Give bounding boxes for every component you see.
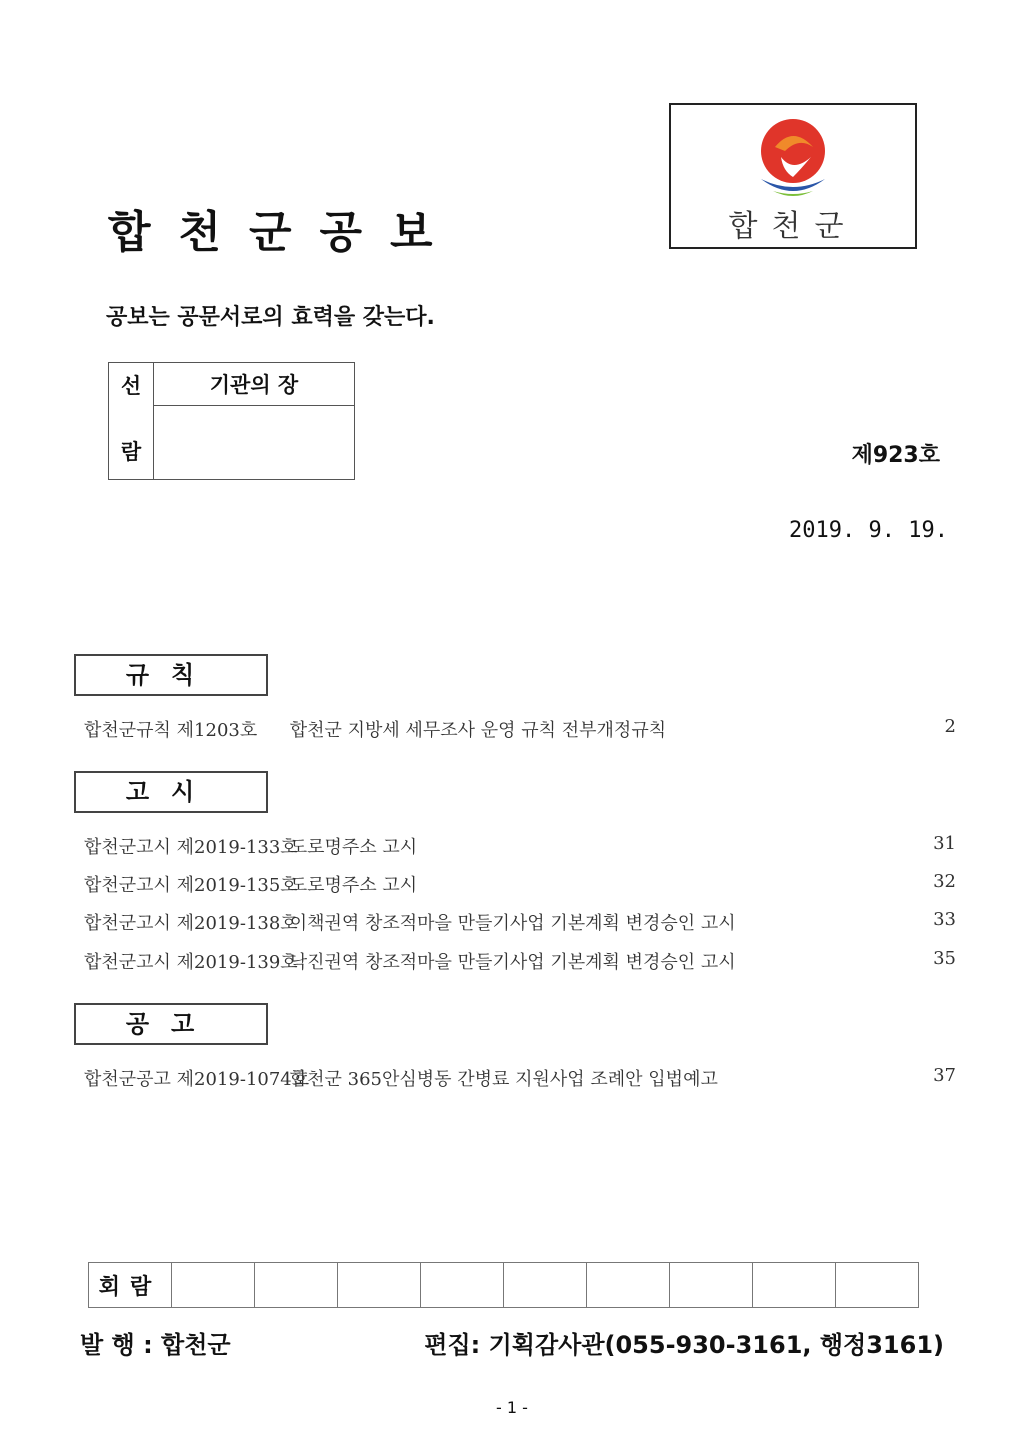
section-heading-announcements: 공고 — [74, 1003, 268, 1045]
toc-entry[interactable] — [84, 871, 956, 897]
logo-text: 합천군 — [728, 209, 858, 244]
issue-date: 2019. 9. 19. — [789, 518, 948, 543]
circulation-cell — [255, 1263, 338, 1308]
entry-title: 도로명주소 고시 — [289, 837, 418, 858]
entry-number: 합천군고시 제2019-138호 — [84, 913, 298, 934]
review-label-top: 선 — [120, 374, 142, 398]
toc-entry[interactable] — [84, 909, 956, 935]
entry-page: 33 — [933, 909, 956, 930]
circulation-cell — [670, 1263, 753, 1308]
toc-entry[interactable] — [84, 948, 956, 974]
toc-entry[interactable] — [84, 1065, 956, 1091]
circulation-cell — [836, 1263, 919, 1308]
circulation-cell — [504, 1263, 587, 1308]
review-label-bottom: 람 — [120, 440, 142, 464]
toc-entry[interactable] — [84, 833, 956, 859]
editor-contact: 편집: 기획감사관(055-930-3161, 행정3161) — [424, 1331, 944, 1359]
slogan: 공보는 공문서로의 효력을 갖는다. — [106, 305, 435, 330]
review-table — [108, 362, 355, 480]
page-number: - 1 - — [496, 1398, 528, 1417]
entry-title: 이책권역 창조적마을 만들기사업 기본계획 변경승인 고시 — [289, 913, 736, 934]
entry-number: 합천군공고 제2019-1074호 — [84, 1069, 310, 1090]
entry-title: 합천군 365안심병동 간병료 지원사업 조례안 입법예고 — [289, 1069, 718, 1090]
entry-page: 35 — [933, 948, 956, 969]
page-title: 합천군공보 — [108, 207, 461, 258]
section-heading-rules: 규칙 — [74, 654, 268, 696]
circulation-cell — [172, 1263, 255, 1308]
toc-entry[interactable] — [84, 716, 956, 742]
circulation-cell — [338, 1263, 421, 1308]
circulation-label: 회람 — [89, 1263, 172, 1308]
entry-title: 합천군 지방세 세무조사 운영 규칙 전부개정규칙 — [289, 720, 667, 741]
entry-title: 낙진권역 창조적마을 만들기사업 기본계획 변경승인 고시 — [289, 952, 736, 973]
entry-number: 합천군규칙 제1203호 — [84, 720, 258, 741]
county-logo-box — [669, 103, 917, 249]
entry-number: 합천군고시 제2019-133호 — [84, 837, 298, 858]
entry-page: 32 — [933, 871, 956, 892]
circulation-cell — [421, 1263, 504, 1308]
entry-page: 31 — [933, 833, 956, 854]
review-signature-cell — [154, 406, 355, 480]
review-label-cell — [109, 363, 154, 480]
entry-number: 합천군고시 제2019-135호 — [84, 875, 298, 896]
issue-number: 제923호 — [851, 443, 940, 468]
circulation-table — [88, 1262, 919, 1308]
county-emblem-icon — [755, 117, 831, 201]
entry-page: 37 — [933, 1065, 956, 1086]
section-heading-notices: 고시 — [74, 771, 268, 813]
entry-title: 도로명주소 고시 — [289, 875, 418, 896]
circulation-cell — [753, 1263, 836, 1308]
review-org-head: 기관의 장 — [154, 363, 355, 406]
entry-number: 합천군고시 제2019-139호 — [84, 952, 298, 973]
entry-page: 2 — [944, 716, 956, 737]
circulation-cell — [587, 1263, 670, 1308]
publisher: 발 행 : 합천군 — [80, 1331, 231, 1359]
